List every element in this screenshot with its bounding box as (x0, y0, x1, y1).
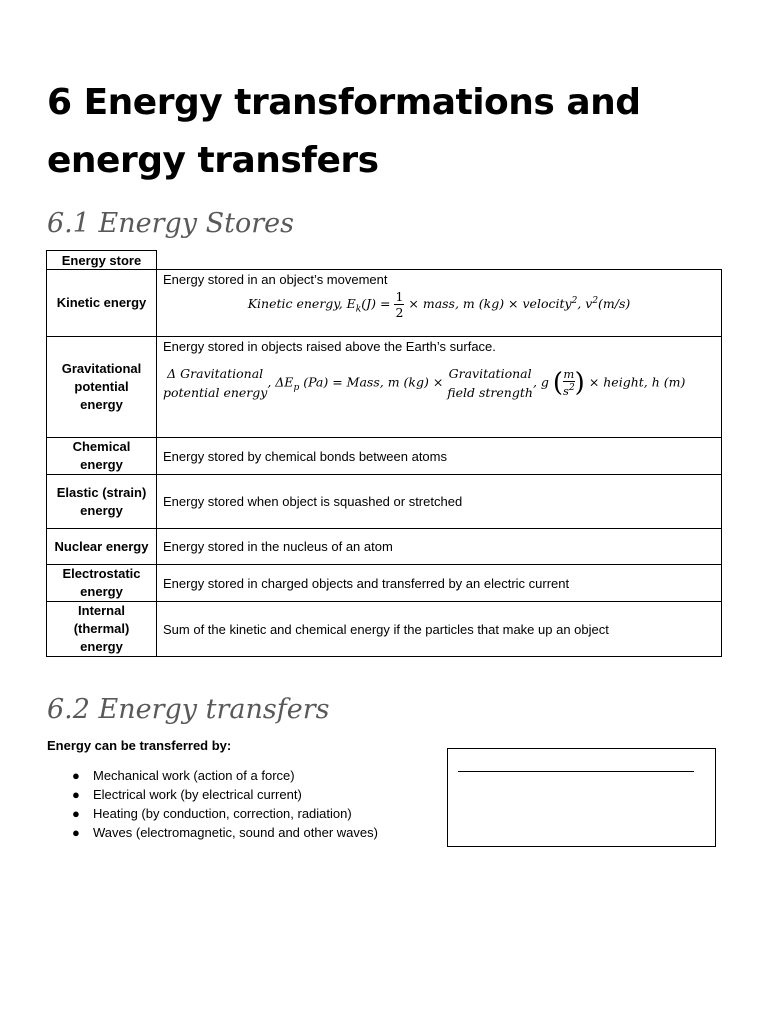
energy-store-name: Internal (thermal) energy (47, 602, 157, 657)
column-header-energy-store: Energy store (47, 251, 157, 270)
formula-term: (J) = (361, 296, 391, 311)
table-row (47, 270, 722, 337)
fraction-denominator: s (563, 383, 569, 398)
formula-term: , ΔE (267, 374, 294, 390)
list-item-text: Heating (by conduction, correction, radiation) (93, 806, 352, 821)
formula-term: , g (532, 374, 549, 390)
answer-line (458, 771, 694, 772)
bullet-icon: ● (72, 787, 80, 802)
formula-term: (Pa) = Mass, m (kg) × (303, 374, 444, 390)
unit-fraction (563, 368, 575, 398)
table-row (47, 475, 722, 529)
fraction-half (394, 289, 404, 320)
bullet-icon: ● (72, 806, 80, 821)
list-item (47, 823, 378, 842)
table-row (47, 602, 722, 657)
description-text: Energy stored in an object’s movement (163, 272, 388, 287)
formula-term: × height, h (m) (588, 374, 686, 390)
section-heading-energy-stores: 6.1 Energy Stores (47, 208, 294, 239)
gpe-formula (163, 364, 715, 402)
table-header-row (47, 251, 722, 270)
formula-term: Gravitational (448, 366, 532, 381)
formula-superscript: 2 (571, 295, 578, 306)
table-row (47, 529, 722, 565)
formula-stack (447, 364, 533, 402)
energy-store-description: Sum of the kinetic and chemical energy if the particles that make up an object (157, 602, 722, 657)
formula-term: field strength (447, 385, 533, 400)
energy-store-name: Gravitational potential energy (47, 337, 157, 438)
energy-stores-table (46, 250, 722, 657)
formula-superscript: 2 (568, 383, 575, 394)
header-blank-cell (157, 251, 722, 270)
list-item (47, 766, 378, 785)
section-heading-energy-transfers: 6.2 Energy transfers (47, 694, 330, 725)
formula-term: (m/s) (598, 296, 631, 311)
formula-subscript: k (355, 304, 362, 315)
energy-store-name: Kinetic energy (47, 270, 157, 337)
energy-store-description (157, 270, 722, 337)
formula-term: Δ Gravitational (167, 366, 264, 381)
fraction-numerator: m (563, 367, 575, 382)
kinetic-energy-formula (163, 289, 715, 320)
table-row (47, 565, 722, 602)
table-row (47, 438, 722, 475)
energy-store-description (157, 337, 722, 438)
formula-term: Kinetic energy, E (247, 296, 356, 311)
formula-stack (163, 364, 267, 402)
formula-term: × mass, m (kg) × velocity (408, 296, 572, 311)
energy-store-name: Elastic (strain) energy (47, 475, 157, 529)
bullet-icon: ● (72, 825, 80, 840)
energy-store-description: Energy stored when object is squashed or stretched (157, 475, 722, 529)
energy-store-description: Energy stored in the nucleus of an atom (157, 529, 722, 565)
energy-store-description: Energy stored in charged objects and transferred by an electric current (157, 565, 722, 602)
energy-store-description: Energy stored by chemical bonds between atoms (157, 438, 722, 475)
table-row (47, 337, 722, 438)
energy-store-name: Chemical energy (47, 438, 157, 475)
formula-term: potential energy (163, 385, 268, 400)
list-item (47, 804, 378, 823)
description-text: Energy stored in objects raised above the Earth’s surface. (163, 339, 496, 354)
energy-store-name: Electrostatic energy (47, 565, 157, 602)
fraction-numerator: 1 (395, 289, 404, 304)
transfer-intro-text: Energy can be transferred by: (47, 738, 232, 753)
page-title: 6 Energy transformations and energy transfers (47, 82, 641, 181)
list-item-text: Mechanical work (action of a force) (93, 768, 295, 783)
formula-paren-open: ( (552, 368, 564, 398)
bullet-icon: ● (72, 768, 80, 783)
fraction-denominator: 2 (395, 305, 404, 320)
answer-box[interactable] (447, 748, 716, 847)
energy-store-name: Nuclear energy (47, 529, 157, 565)
formula-subscript: p (293, 383, 300, 393)
list-item-text: Waves (electromagnetic, sound and other waves) (93, 825, 378, 840)
list-item-text: Electrical work (by electrical current) (93, 787, 302, 802)
transfer-methods-list (47, 766, 378, 842)
list-item (47, 785, 378, 804)
formula-paren-close: ) (574, 368, 585, 398)
formula-superscript: 2 (592, 295, 599, 306)
formula-term: , v (577, 296, 593, 311)
